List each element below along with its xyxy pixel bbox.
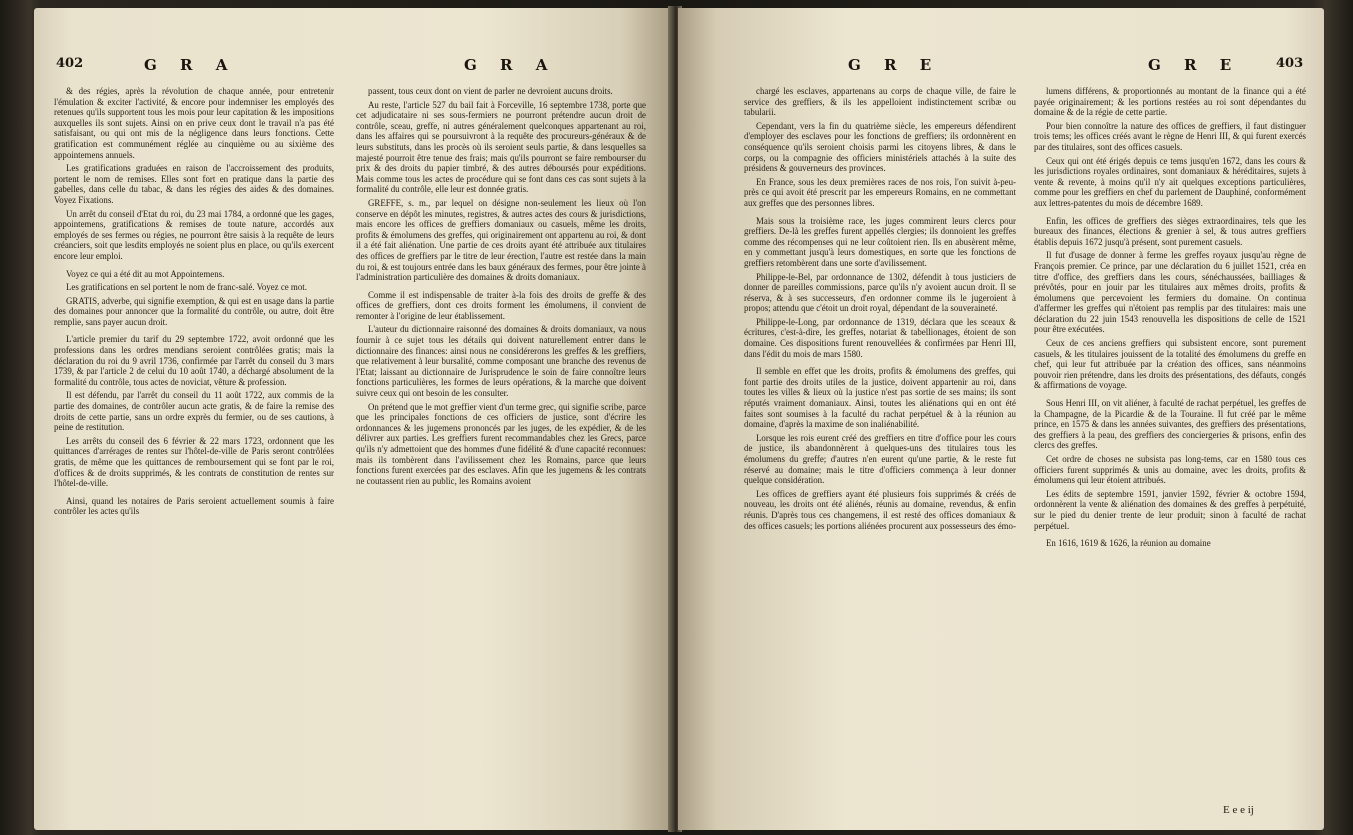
paragraph: Les arrêts du conseil des 6 février & 22 mars 1723, ordonnent que les quittances d'arrérages de rentes sur l'hôtel-de-ville de Paris seront contrôlées gratis, de même que les quittances de remboursement qui se font par le roi, d'offices & de droits supprimés, & les contrats de constitution de rentes sur l'hôtel-de-ville. <box>54 435 334 489</box>
right-column-1 <box>744 86 1016 534</box>
paragraph: Cependant, vers la fin du quatrième siècle, les empereurs défendirent d'employer des esclaves pour les fonctions de greffiers; ils ordonnèrent en conséquence qu'ils seroient choisis parmi les citoyens libres, & dans le corps, ou la compagnie des officiers ministériels attachés à la suite des présidens & gouverneurs des provinces. <box>744 120 1016 174</box>
paragraph: Il est défendu, par l'arrêt du conseil du 11 août 1722, aux commis de la partie des domaines, de contrôler aucun acte gratis, & de faire la remise des droits de cette partie, sans un ordre exprès du fermier, ou de ses cautions, à peine de restitution. <box>54 390 334 433</box>
right-page <box>678 8 1324 830</box>
paragraph: Les édits de septembre 1591, janvier 1592, février & octobre 1594, ordonnèrent la vente & aliénation des domaines & des greffes à perpétuité, sur le pied du denier trente de leur produit; sinon à faculté de rachat perpétuel. <box>1034 488 1306 531</box>
right-column-2 <box>1034 86 1306 552</box>
paragraph: GREFFE, s. m., par lequel on désigne non-seulement les lieux où l'on conserve en dépôt les minutes, registres, & autres actes des cours & jurisdictions, mais encore les offices de greffiers domaniaux ou casuels, même les droits, profits & émolumens des greffes, qui originairement ont appartenu au roi, & dont il a été fait aliénation. Une partie de ces droits ayant été attribuée aux titulaires des offices de greffiers par le titre de leur érection, l'autre est restée dans la main du roi, & est toujours entrée dans les baux généraux des fermes, pour être jointe à l'administration particulière des domaines & droits domaniaux. <box>356 197 646 283</box>
left-running-head-1: G R A <box>144 56 237 74</box>
right-folio: 403 <box>1276 56 1304 71</box>
left-column-1 <box>54 86 334 520</box>
left-page <box>34 8 672 830</box>
paragraph: En France, sous les deux premières races de nos rois, l'on suivit à-peu-près ce qui avoit été prescrit par les empereurs Romains, en ne commettant aux greffes que des personnes libres. <box>744 176 1016 208</box>
signature-mark: E e e ij <box>1223 804 1254 816</box>
paragraph: Ainsi, quand les notaires de Paris seroient actuellement soumis à faire contrôler les actes qu'ils <box>54 495 334 517</box>
paragraph: L'auteur du dictionnaire raisonné des domaines & droits domaniaux, va nous fournir à ce sujet tous les détails qui doivent naturellement entrer dans le dictionnaire des finances: ainsi nous ne considérerons les greffes & les greffiers, que relativement à leur bursalité, comme composant une branche des revenus de l'Etat; laissant au dictionnaire de Jurisprudence le soin de faire connoître leurs fonctions particulières, les formes de leurs opérations, & la marche que doivent suivre ceux qui ont besoin de les consulter. <box>356 324 646 399</box>
paragraph: En 1616, 1619 & 1626, la réunion au domaine <box>1046 538 1211 549</box>
paragraph: Philippe-le-Bel, par ordonnance de 1302, défendit à tous justiciers de donner de pareilles commissions, parce qu'ils n'y avoient aucun droit. Il se réserva, & à ses successeurs, d'en ordonner comme ils le jugeroient à propos; attendu que c'étoit un droit royal, dépendant de la souveraineté. <box>744 271 1016 314</box>
paragraph: Sous Henri III, on vit aliéner, à faculté de rachat perpétuel, les greffes de la Champagne, de la Picardie & de la Touraine. Il fut créé par le même prince, en 1575 & dans les années suivantes, des greffiers des présentations, des greffiers à la peau, des greffiers des conciergeries & prisons, enfin des clercs des greffes. <box>1034 398 1306 451</box>
paragraph: Les gratifications graduées en raison de l'accroissement des produits, portent le nom de remises. Elles sont fort en pratique dans la partie des gabelles, dans celle du tabac, & dans les régies des aides & des domaines. Voyez Fixations. <box>54 163 334 205</box>
paragraph: & des régies, après la révolution de chaque année, pour entretenir l'émulation & exciter l'activité, & encore pour indemniser les employés des retenues qu'ils supportent tous les mois pour leur capitation & les impositions auxquelles ils sont sujets. Ainsi on en prive ceux dont le travail n'a pas été satisfaisant, ou qui ont mis de la négligence dans leurs fonctions. Cette gratification est communément réglée au cinquième ou au sixième des appointemens annuels. <box>54 86 334 160</box>
paragraph: Comme il est indispensable de traiter à-la fois des droits de greffe & des offices de greffiers, dont ces droits forment les émolumens, il convient de remonter à l'origine de leur établissement. <box>356 289 646 321</box>
paragraph: L'article premier du tarif du 29 septembre 1722, avoit ordonné que les professions dans les ordres mendians seroient contrôlées gratis; mais la déclaration du roi du 9 avril 1736, confirmée par l'arrêt du conseil du 3 mars 1739, & par l'article 2 de celui du 10 août 1740, a déchargé absolument de la formalité du contrôle, tous actes de noviciat, vêture & profession. <box>54 334 334 387</box>
paragraph: Les gratifications en sel portent le nom de franc-salé. Voyez ce mot. <box>66 282 307 293</box>
paragraph: GRATIS, adverbe, qui signifie exemption, & qui est en usage dans la partie des domaines pour annoncer que la formalité du contrôle, ou autre, doit être remplie, sans payer aucun droit. <box>54 295 334 327</box>
paragraph: Il fut d'usage de donner à ferme les greffes royaux jusqu'au règne de François premier. Ce prince, par une déclaration du 6 juillet 1521, créa en titre d'office, des greffiers dans les cours, sénéchaussées, bailliages & prévôtés, pour en jouir par les titulaires aux mêmes droits, profits & émolumens que percevoient les fermiers du domaine. On continua d'affermer les greffes qui n'étoient pas remplis par des titulaires: mais une déclaration du 22 juin 1543 renouvella les dispositions de celle de 1521 pour être exécutées. <box>1034 250 1306 335</box>
paragraph: Un arrêt du conseil d'Etat du roi, du 23 mai 1784, a ordonné que les gages, appointemens, gratifications & remises de toute nature, accordés aux employés de ses fermes ou régies, ne pourront être saisis à la requête de leurs créanciers, soit que lesdits employés ne soient plus en place, ou qu'ils exercent encore leur emploi. <box>54 208 334 261</box>
paragraph: Il semble en effet que les droits, profits & émolumens des greffes, qui font partie des droits utiles de la justice, doivent appartenir au roi, dans toutes les villes & lieux où la justice n'est pas sortie de ses mains; ils sont réputés vraiment domaniaux. Ainsi, toutes les aliénations qui en ont été faites sont soumises à la faculté du rachat perpétuel & à la réunion au domaine, d'après la maxime de son inaliénabilité. <box>744 366 1016 430</box>
paragraph: Au reste, l'article 527 du bail fait à Forceville, 16 septembre 1738, porte que cet adjudicataire ni ses sous-fermiers ne pourront prétendre aucun droit de contrôle, sceau, greffe, ni autres généralement quelconques appartenant au roi, dans les affaires qui se poursuivront à la requête des procureurs-généraux & de leurs substituts, dans les procès où ils seroient seuls partie, & dans lesquelles sa majesté pourroit être tenue des frais; mais qu'ils pourront se faire rembourser du prix & des droits du papier timbré, & des autres déboursés pour expéditions. Mais comme tous les actes de procédure qui se font dans ces cas sont sujets à la formalité du contrôle, elle leur est donnée gratis. <box>356 99 646 195</box>
paragraph: Philippe-le-Long, par ordonnance de 1319, déclara que les sceaux & écritures, c'est-à-dire, les greffes, notariat & tabellionages, étoient de son domaine. Ces dispositions furent renouvellées & confirmées par Henri III, dans l'édit du mois de mars 1580. <box>744 316 1016 359</box>
left-column-2 <box>356 86 646 489</box>
paragraph: passent, tous ceux dont on vient de parler ne devroient aucuns droits. <box>368 86 613 96</box>
paragraph: Pour bien connoître la nature des offices de greffiers, il faut distinguer trois tems; les offices créés avant le règne de Henri III, & qui furent exercés par des titulaires, sont des offices casuels. <box>1034 120 1306 152</box>
paragraph: chargé les esclaves, appartenans au corps de chaque ville, de faire le service des greffiers, & ils les appelloient indistinctement scribæ ou tabularii. <box>744 86 1016 118</box>
paragraph: Voyez ce qui a été dit au mot Appointemens. <box>66 268 225 279</box>
paragraph: Les offices de greffiers ayant été plusieurs fois supprimés & créés de nouveau, les droits ont été aliénés, réunis au domaine, revendus, & enfin réunis. D'après tous ces changemens, il est resté des offices domaniaux & des offices casuels; les portions aliénées procurent aux possesseurs des émo- <box>744 488 1016 531</box>
left-folio: 402 <box>56 56 84 71</box>
paragraph: Enfin, les offices de greffiers des sièges extraordinaires, tels que les bureaux des finances, élections & grenier à sel, & tous autres greffiers établis depuis 1672 jusqu'à présent, sont purement casuels. <box>1034 215 1306 247</box>
paragraph: lumens différens, & proportionnés au montant de la finance qui a été payée originairement; & les portions restées au roi sont dépendantes du domaine & de la régie de cette partie. <box>1034 86 1306 118</box>
paragraph: Cet ordre de choses ne subsista pas long-tems, car en 1580 tous ces officiers furent supprimés & unis au domaine, avec les droits, profits & émolumens qui leur étoient attribués. <box>1034 454 1306 486</box>
right-running-head-2: G R E <box>1148 56 1241 74</box>
paragraph: On prétend que le mot greffier vient d'un terme grec, qui signifie scribe, parce que les principales fonctions de ces officiers de justice, sont d'écrire les ordonnances & les jugemens prononcés par les juges, de les expédier, & de les délivrer aux parties. Les greffiers furent recommandables chez les Grecs, parce qu'ils n'y admettoient que des hommes d'une fidélité & d'une capacité reconnues: mais ils tombèrent dans l'avilissement chez les Romains, parce que leurs fonctions furent exercées par des esclaves. Afin que les jugemens & les contrats ne coutassent rien au public, les Romains avoient <box>356 401 646 486</box>
paragraph: Mais sous la troisième race, les juges commirent leurs clercs pour greffiers. De-là les greffes furent appellés clergies; ils donnoient les greffes comme des récompenses qui ne leur coûtoient rien. Ils en abusèrent même, en y commettant jusqu'à leurs domestiques, en sorte que les fonctions de greffiers retombèrent dans une sorte d'avilissement. <box>744 215 1016 268</box>
paragraph: Lorsque les rois eurent créé des greffiers en titre d'office pour les cours de justice, ils abandonnèrent à quelques-uns des titulaires tous les émolumens du greffe; d'autres n'en eurent qu'une partie, & le reste fut réservé au domaine; mais le titre d'officiers commença à leur donner quelque considération. <box>744 432 1016 486</box>
right-running-head-1: G R E <box>848 56 941 74</box>
paragraph: Ceux de ces anciens greffiers qui subsistent encore, sont purement casuels, & les titulaires jouissent de la totalité des émolumens du greffe en chef, qui leur fut attribuée par la création des offices, sans néanmoins pouvoir rien prétendre, dans les droits des présentations, des défauts, congés & affirmations de voyage. <box>1034 338 1306 391</box>
paragraph: Ceux qui ont été érigés depuis ce tems jusqu'en 1672, dans les cours & les jurisdictions royales ordinaires, sont domaniaux & héréditaires, sujets à vente & revente, à moins qu'il n'y ait quelques exceptions particulières, comme pour les greffiers en chef du parlement de Dauphiné, conformément aux lettres-patentes du mois de décembre 1689. <box>1034 155 1306 208</box>
left-running-head-2: G R A <box>464 56 557 74</box>
